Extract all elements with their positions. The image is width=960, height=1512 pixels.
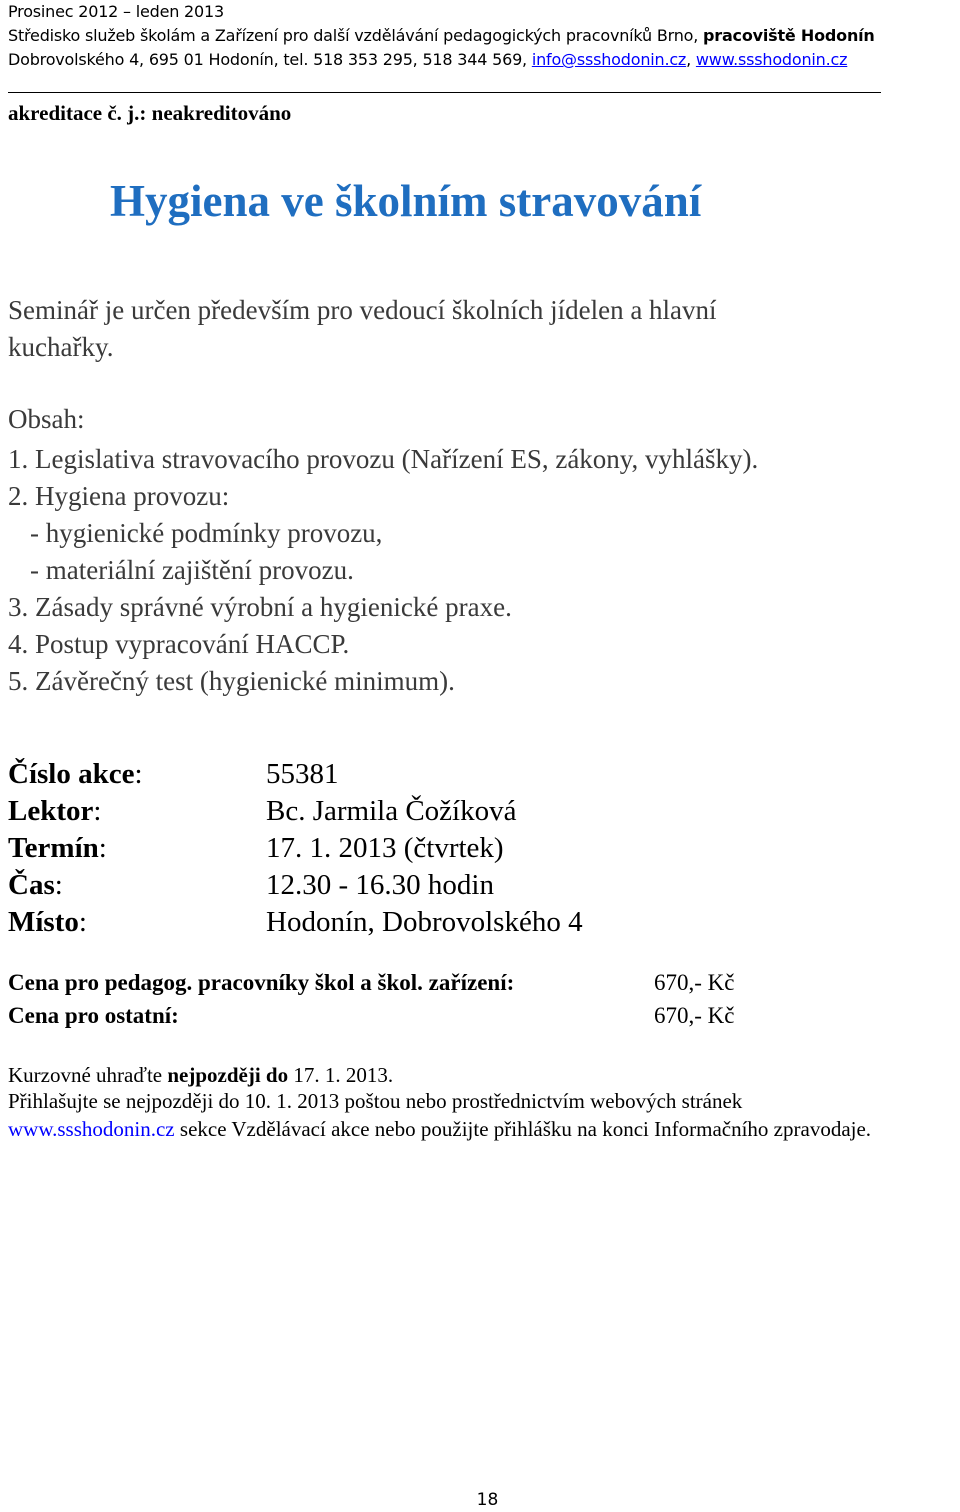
detail-value-time: 12.30 - 16.30 hodin — [266, 869, 494, 901]
website-link[interactable]: www.ssshodonin.cz — [695, 50, 848, 69]
website-link-footer[interactable]: www.ssshodonin.cz — [8, 1117, 175, 1141]
accreditation: akreditace č. j.: neakreditováno — [8, 101, 292, 125]
detail-label-date: Termín: — [8, 832, 107, 864]
email-link[interactable]: info@ssshodonin.cz — [531, 50, 687, 69]
price-label-teachers: Cena pro pedagog. pracovníky škol a škol. zařízení: — [8, 970, 515, 995]
detail-value-place: Hodonín, Dobrovolského 4 — [266, 906, 583, 938]
price-value-teachers: 670,- Kč — [654, 970, 735, 995]
header-organization-name: Středisko služeb školám a Zařízení pro další vzdělávání pedagogických pracovníků Brno, — [8, 26, 703, 45]
contents-item: 5. Závěrečný test (hygienické minimum). — [8, 666, 455, 696]
header-organization — [8, 24, 875, 48]
detail-label-time: Čas: — [8, 869, 63, 901]
header-contact — [8, 48, 847, 72]
contents-item: 1. Legislativa stravovacího provozu (Nařízení ES, zákony, vyhlášky). — [8, 444, 759, 474]
detail-value-date: 17. 1. 2013 (čtvrtek) — [266, 832, 504, 864]
payment-deadline-label: nejpozději do — [167, 1063, 289, 1087]
detail-label-event-number: Číslo akce: — [8, 758, 143, 790]
detail-label-lecturer: Lektor: — [8, 795, 102, 827]
header-rule — [8, 92, 881, 93]
header-separator: , — [686, 50, 696, 69]
intro-line-1: Seminář je určen především pro vedoucí školních jídelen a hlavní — [8, 295, 717, 325]
payment-note: Kurzovné uhraďte nejpozději do 17. 1. 2013. — [8, 1063, 394, 1087]
signup-note: Přihlašujte se nejpozději do 10. 1. 2013 poštou nebo prostřednictvím webových stránek — [8, 1089, 743, 1113]
header-address: Dobrovolského 4, 695 01 Hodonín, tel. 518 353 295, 518 344 569, — [8, 50, 532, 69]
detail-value-lecturer: Bc. Jarmila Čožíková — [266, 795, 517, 827]
page-number: 18 — [476, 1490, 499, 1510]
page-title: Hygiena ve školním stravování — [110, 176, 702, 226]
contents-item: 3. Zásady správné výrobní a hygienické praxe. — [8, 592, 512, 622]
header-dates: Prosinec 2012 – leden 2013 — [8, 2, 224, 21]
detail-label-place: Místo: — [8, 906, 87, 938]
intro-line-2: kuchařky. — [8, 332, 114, 362]
contents-item: 4. Postup vypracování HACCP. — [8, 629, 350, 659]
contents-item: 2. Hygiena provozu: — [8, 481, 230, 511]
header-branch: pracoviště Hodonín — [703, 26, 875, 45]
contents-subitem: - materiální zajištění provozu. — [30, 555, 354, 585]
price-label-others: Cena pro ostatní: — [8, 1003, 179, 1028]
signup-note-continued: www.ssshodonin.cz sekce Vzdělávací akce nebo použijte přihlášku na konci Informačního zpravodaje. — [8, 1117, 872, 1141]
detail-value-event-number: 55381 — [266, 758, 339, 790]
contents-subitem: - hygienické podmínky provozu, — [30, 518, 383, 548]
price-value-others: 670,- Kč — [654, 1003, 735, 1028]
contents-heading: Obsah: — [8, 404, 85, 434]
